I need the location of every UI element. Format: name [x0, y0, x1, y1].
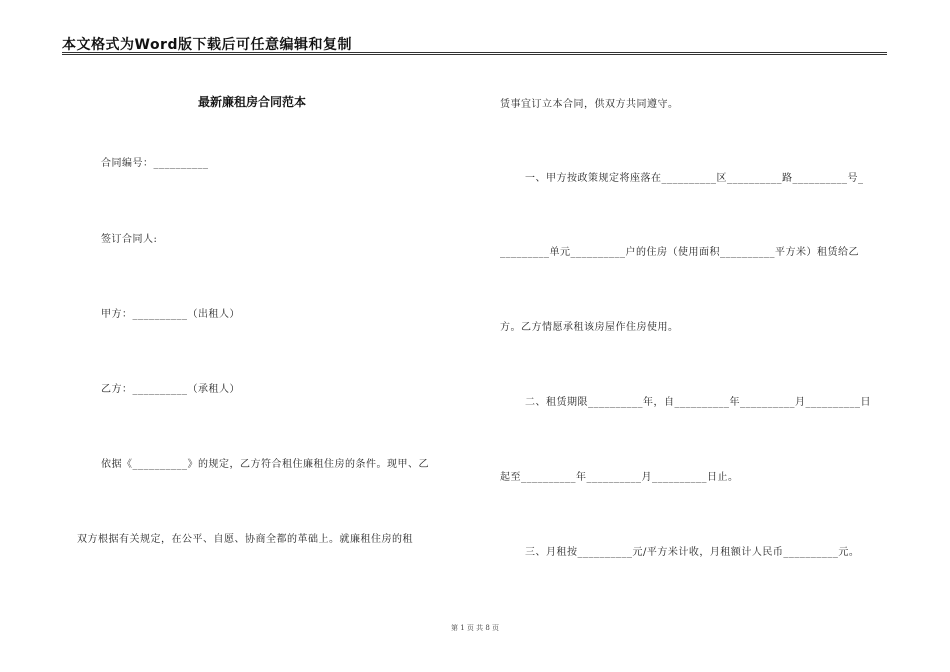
signatories-label: 签订合同人:	[101, 234, 158, 245]
clause-1-line-2: _________单元__________户的住房（使用面积__________平方米）租赁给乙	[500, 247, 859, 258]
page-header: 本文格式为Word版下载后可任意编辑和复制	[62, 37, 352, 53]
right-paragraph-continuation: 赁事宜订立本合同，供双方共同遵守。	[500, 99, 679, 110]
header-rule-top	[62, 52, 887, 53]
clause-2-line-2: 起至__________年__________月__________日止。	[500, 472, 739, 483]
contract-number-line: 合同编号：__________	[101, 158, 209, 169]
clause-1-line-3: 方。乙方情愿承租该房屋作住房使用。	[500, 322, 679, 333]
party-a-line: 甲方：__________（出租人）	[101, 309, 240, 320]
clause-2-line-1: 二、租赁期限__________年，自__________年__________月__________日	[525, 397, 871, 408]
document-title: 最新廉租房合同范本	[198, 95, 307, 109]
clause-1-line-1: 一、甲方按政策规定将座落在__________区__________路__________号_	[525, 173, 864, 184]
party-b-line: 乙方：__________（承租人）	[101, 384, 240, 395]
page-footer: 第 1 页 共 8 页	[450, 624, 500, 632]
clause-3-line-1: 三、月租按__________元/平方米计收，月租额计人民币__________元。	[525, 547, 860, 558]
basis-paragraph-line-2: 双方根据有关规定，在公平、自愿、协商全都的革础上。就廉租住房的租	[77, 534, 413, 545]
basis-paragraph-line-1: 依据《__________》的规定，乙方符合租住廉租住房的条件。现甲、乙	[101, 459, 429, 470]
header-rule-bottom	[62, 54, 887, 55]
